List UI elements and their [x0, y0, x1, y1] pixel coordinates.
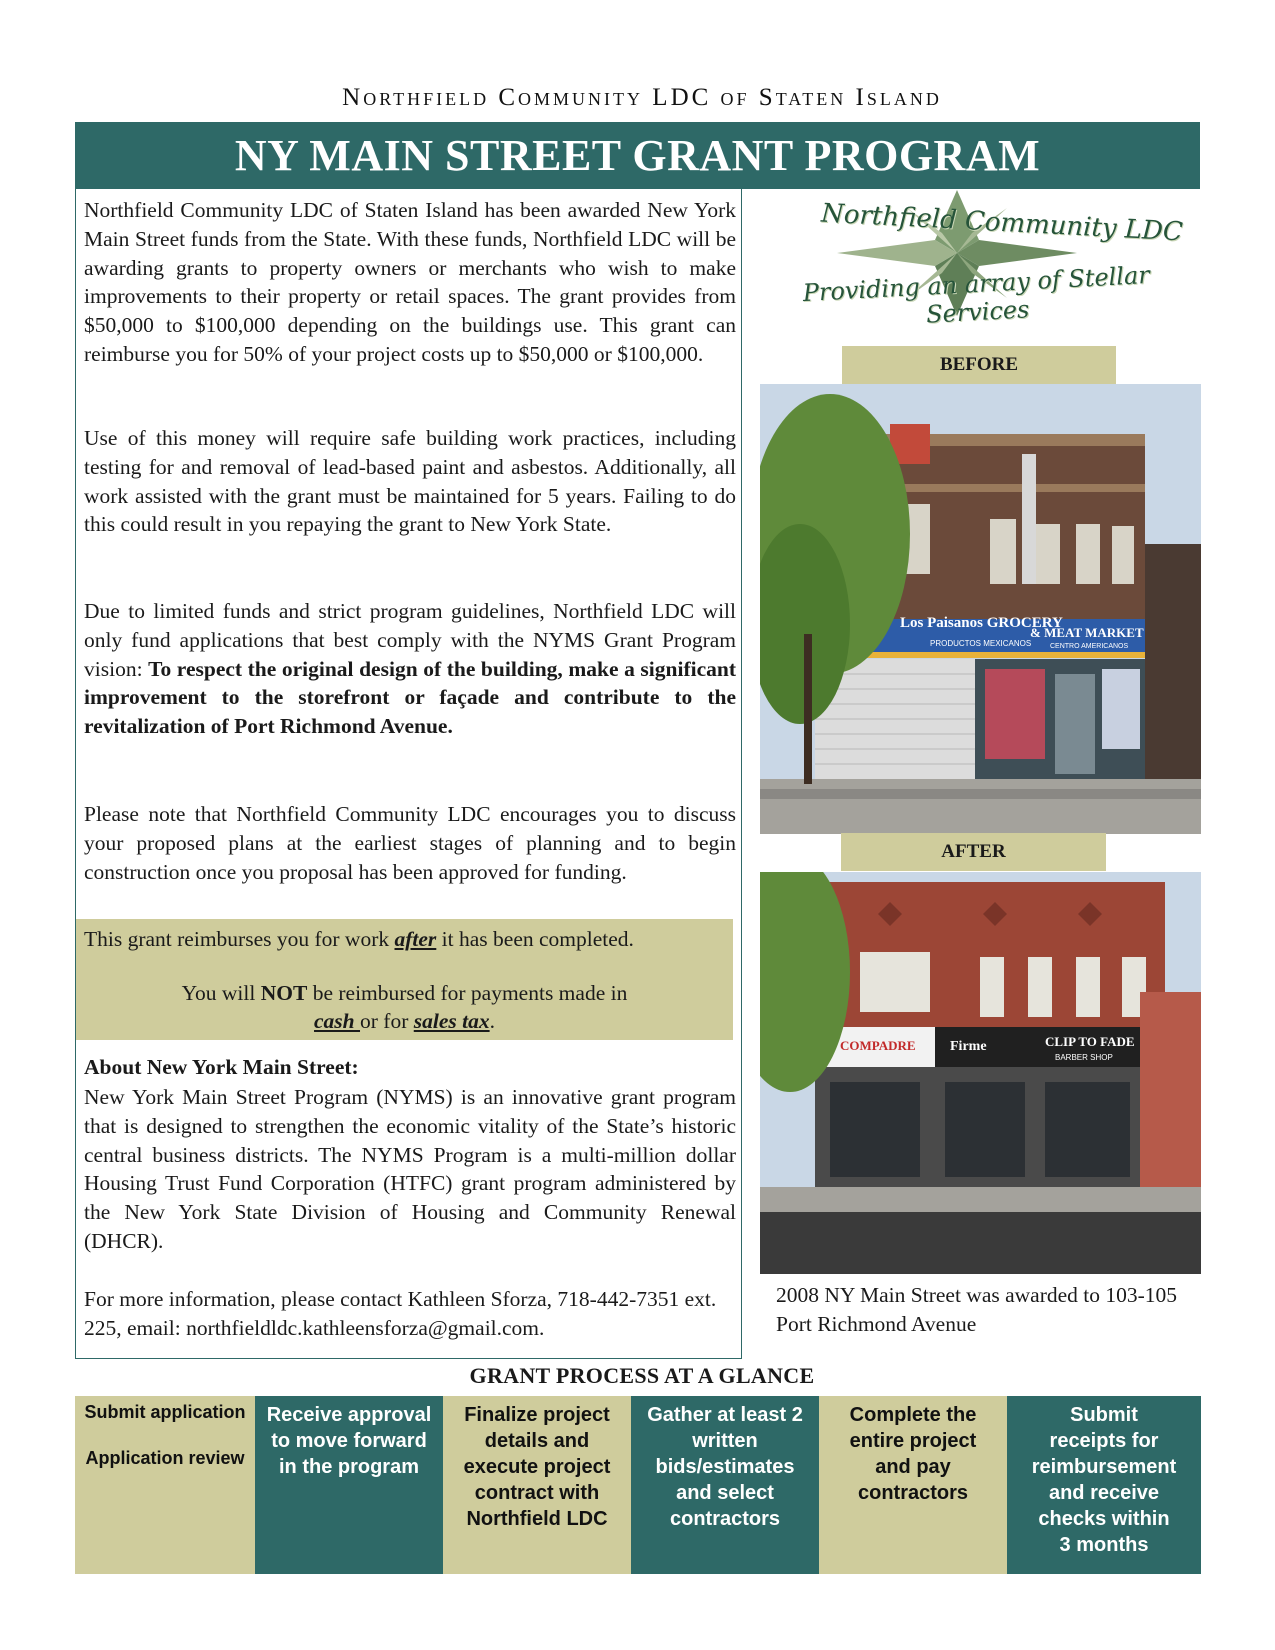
photo-caption: 2008 NY Main Street was awarded to 103-105 Port Richmond Avenue — [776, 1283, 1178, 1336]
after-photo — [760, 872, 1201, 1274]
notice-text: be reimbursed for payments made in — [307, 981, 628, 1005]
notice-line-3 — [76, 1007, 733, 1035]
sign-barber-shop: BARBER SHOP — [1055, 1053, 1113, 1062]
northfield-logo — [757, 188, 1197, 329]
sign-grocery: Los Paisanos GROCERY — [900, 615, 1063, 631]
about-paragraph: New York Main Street Program (NYMS) is an innovative grant program that is designed to strengthen the economic vitality of the State’s historic central business districts. The NYMS Program is a multi-million dollar Housing Trust Fund Corporation (HTFC) grant program administered by the New York State Division of Housing and Community Renewal (DHCR). — [84, 1085, 736, 1253]
requirements-paragraph: Use of this money will require safe building work practices, including testing for and removal of lead-based paint and asbestos. Additionally, all work assisted with the grant must be maintained for 5 years. Failing to do this could result in you repaying the grant to New York State. — [84, 426, 736, 537]
main-text-column — [75, 189, 742, 1359]
before-photo — [760, 384, 1201, 834]
process-step-4: Gather at least 2 written bids/estimates and select contractors — [631, 1396, 819, 1574]
process-steps — [75, 1396, 1201, 1574]
notice-text: it has been completed. — [436, 927, 634, 951]
planning-paragraph: Please note that Northfield Community LDC encourages you to discuss your proposed plans at the earliest stages of planning and to begin construction once you proposal has been approved for funding. — [84, 802, 736, 884]
notice-emphasis-not: NOT — [260, 981, 308, 1005]
step-submit-application: Submit application — [84, 1402, 246, 1422]
notice-emphasis-sales-tax: sales tax — [413, 1009, 490, 1033]
process-step-6: Submit receipts for reimbursement and receive checks within 3 months — [1007, 1396, 1201, 1574]
vision-paragraph — [84, 597, 736, 741]
intro-paragraph: Northfield Community LDC of Staten Island has been awarded New York Main Street funds from the State. With these funds, Northfield LDC will be awarding grants to property owners or merchants who wish to make improvements to their property or retail spaces. The grant provides from $50,000 to $100,000 depending on the buildings use. This grant can reimburse you for 50% of your project costs up to $50,000 or $100,000. — [84, 198, 736, 366]
after-label: AFTER — [841, 833, 1106, 871]
process-title: GRANT PROCESS AT A GLANCE — [469, 1363, 815, 1388]
notice-text: or for — [360, 1009, 414, 1033]
organization-header: Northfield Community LDC of Staten Island — [342, 84, 942, 111]
vision-statement: To respect the original design of the building, make a significant improvement to the storefront or façade and contribute to the revitalization of Port Richmond Avenue. — [84, 656, 736, 739]
notice-emphasis-cash: cash — [314, 1009, 361, 1033]
notice-line-1 — [84, 925, 634, 953]
sign-clip-to-fade: CLIP TO FADE — [1045, 1034, 1135, 1049]
logo-title: Northfield Community LDC — [820, 198, 1184, 248]
process-step-1 — [75, 1396, 255, 1574]
page-title: NY MAIN STREET GRANT PROGRAM — [75, 122, 1200, 189]
process-step-5: Complete the entire project and pay contractors — [819, 1396, 1007, 1574]
reimbursement-notice — [76, 919, 733, 1040]
vision-intro-text: Due to limited funds and strict program guidelines, Northfield LDC will only fund applications that best comply with the NYMS Grant Program vision: — [84, 599, 736, 681]
sign-meat-market: & MEAT MARKET — [1030, 625, 1144, 640]
notice-line-2 — [76, 979, 733, 1007]
contact-paragraph: For more information, please contact Kathleen Sforza, 718-442-7351 ext. 225, email: northfieldldc.kathleensforza@gmail.com. — [84, 1287, 717, 1340]
step-application-review: Application review — [85, 1448, 245, 1468]
about-heading: About New York Main Street: — [84, 1055, 359, 1079]
sign-productos: PRODUCTOS MEXICANOS — [930, 639, 1032, 648]
process-step-2: Receive approval to move forward in the program — [255, 1396, 443, 1574]
sign-centro: CENTRO AMERICANOS — [1050, 643, 1129, 650]
notice-text: You will — [181, 981, 261, 1005]
notice-text: This grant reimburses you for work — [84, 927, 395, 951]
notice-text: . — [489, 1009, 495, 1033]
before-label: BEFORE — [842, 346, 1116, 384]
logo-tagline: Providing an array of Stellar Services — [802, 260, 1151, 329]
process-step-3: Finalize project details and execute project contract with Northfield LDC — [443, 1396, 631, 1574]
sign-compadre: COMPADRE — [840, 1038, 916, 1053]
notice-emphasis-after: after — [394, 927, 437, 951]
sign-firme: Firme — [950, 1039, 987, 1054]
